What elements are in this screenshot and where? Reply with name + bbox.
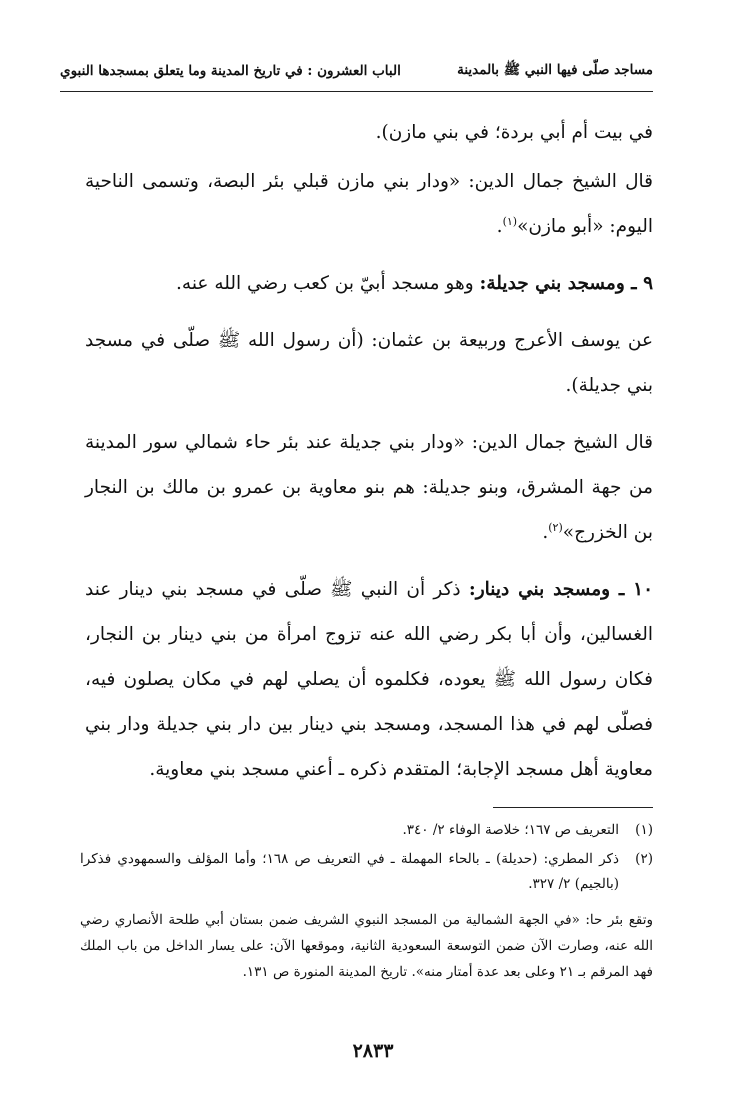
running-header <box>60 58 653 84</box>
footnote-ref-2: (٢) <box>548 520 563 534</box>
footnote-2-number: (٢) <box>635 851 653 867</box>
footnote-1-text: التعريف ص ١٦٧؛ خلاصة الوفاء ٢/ ٣٤٠. <box>402 822 619 838</box>
paragraph-5-end: . <box>542 522 549 543</box>
paragraph-6-text: ذكر أن النبي ﷺ صلّى في مسجد بني دينار عند الغسالين، وأن أبا بكر رضي الله عنه تزوج امرأة من بني دينار بن النجار، فكان رسول الله ﷺ يعوده، فكلموه أن يصلي لهم في مكان يصلون فيه، فصلّى لهم في هذا المسجد، ومسجد بني دينار بين دار بني جديلة ودار بني معاوية أهل مسجد الإجابة؛ المتقدم ذكره ـ أعني مسجد بني معاوية. <box>85 579 653 780</box>
footnote-1 <box>80 818 653 843</box>
paragraph-3 <box>85 261 653 306</box>
mosque-heading-9: ٩ ـ ومسجد بني جديلة: <box>479 273 653 294</box>
paragraph-5 <box>85 420 653 555</box>
page-number: ٢٨٣٣ <box>352 1040 394 1062</box>
footnote-separator <box>493 807 653 808</box>
mosque-heading-10: ١٠ ـ ومسجد بني دينار: <box>468 579 654 600</box>
paragraph-2 <box>85 159 653 249</box>
paragraph-2-text: قال الشيخ جمال الدين: «ودار بني مازن قبلي بئر البصة، وتسمى الناحية اليوم: «أبو مازن» <box>85 171 653 237</box>
footnote-2-text: ذكر المطري: (حديلة) ـ بالحاء المهملة ـ في التعريف ص ١٦٨؛ وأما المؤلف والسمهودي فذكرا (بالجيم) ٢/ ٣٢٧. <box>80 851 619 892</box>
paragraph-2-end: . <box>496 216 503 237</box>
footnote-2-extra-text: وتقع بئر حا: «في الجهة الشمالية من المسجد النبوي الشريف ضمن بستان أبي طلحة الأنصاري رضي الله عنه، وصارت الآن ضمن التوسعة السعودية الثانية، وموقعها الآن: على يسار الداخل من باب الملك فهد المرقم بـ ٢١ وعلى بعد عدة أمتار منه». تاريخ المدينة المنورة ص ١٣١. <box>80 912 653 980</box>
header-rule <box>60 91 653 92</box>
paragraph-3-text: وهو مسجد أبيّ بن كعب رضي الله عنه. <box>176 273 480 294</box>
paragraph-1: في بيت أم أبي بردة؛ في بني مازن). <box>375 122 653 143</box>
header-section-title: الباب العشرون : في تاريخ المدينة وما يتعلق بمسجدها النبوي <box>60 63 401 79</box>
footnotes <box>80 818 653 985</box>
footnote-2-continuation <box>80 907 653 985</box>
paragraph-5-text: قال الشيخ جمال الدين: «ودار بني جديلة عند بئر حاء شمالي سور المدينة من جهة المشرق، وبنو جديلة: هم بنو معاوية بن عمرو بن مالك بن النجار بن الخزرج» <box>85 432 653 543</box>
footnote-ref-1: (١) <box>502 214 518 228</box>
paragraph-4: عن يوسف الأعرج وربيعة بن عثمان: (أن رسول الله ﷺ صلّى في مسجد بني جديلة). <box>85 330 653 396</box>
header-chapter-title: مساجد صلّى فيها النبي ﷺ بالمدينة <box>457 62 653 78</box>
footnote-2 <box>80 847 653 897</box>
main-text <box>85 110 653 804</box>
paragraph-6 <box>85 567 653 792</box>
footnote-1-number: (١) <box>635 822 653 838</box>
